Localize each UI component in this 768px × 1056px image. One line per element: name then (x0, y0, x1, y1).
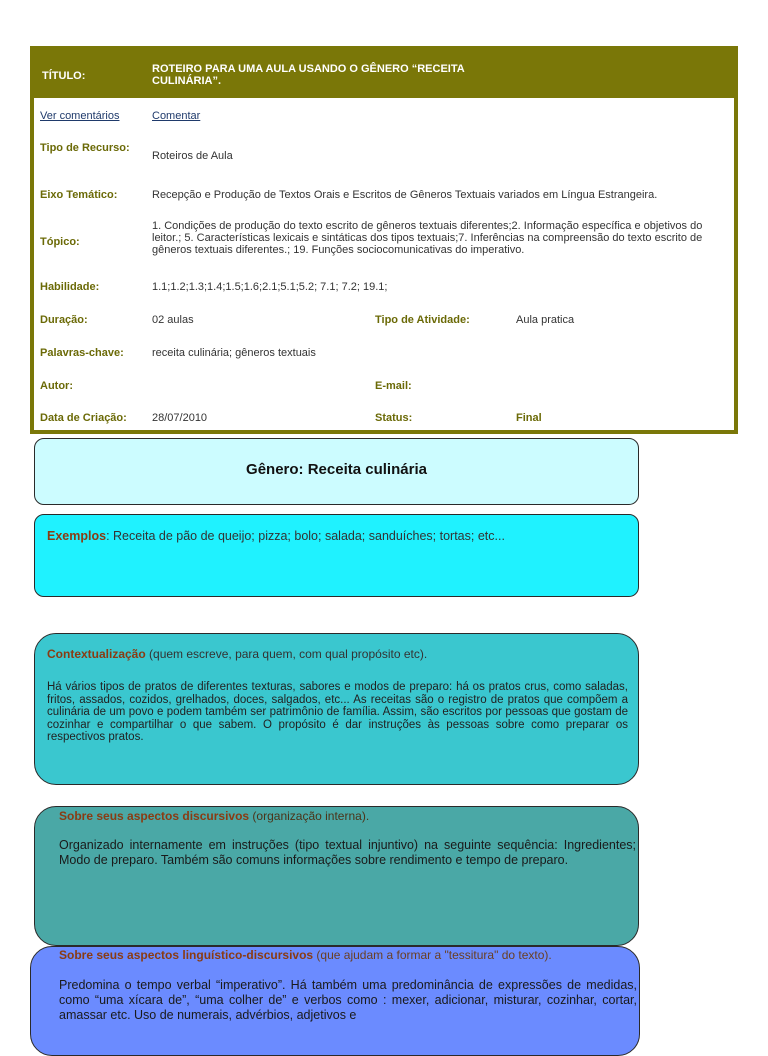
resource-sheet (30, 46, 738, 434)
theme-label: Eixo Temático: (40, 189, 118, 201)
created-label: Data de Criação: (40, 412, 127, 424)
author-label: Autor: (40, 380, 73, 392)
status-label: Status: (375, 412, 413, 424)
duration-value: 02 aulas (152, 314, 194, 326)
topic-label: Tópico: (40, 236, 80, 248)
linguistic-title (59, 948, 635, 963)
comment-link[interactable]: Comentar (152, 110, 201, 122)
topic-value: 1. Condições de produção do texto escrito de gêneros textuais diferentes;2. Informação específica e objetivos do leitor.; 5. Características lexicais e sintáticas dos tipos textuais;7. Inferências na compreensão do texto escrito de gêneros textuais diferentes.; 19. Funções sociocomunicativas do imperativo. (152, 220, 703, 256)
discursive-subtitle: (organização interna). (249, 809, 370, 823)
examples-paragraph (47, 529, 505, 543)
genre-heading: Gênero: Receita culinária (246, 461, 427, 478)
keywords-value: receita culinária; gêneros textuais (152, 347, 316, 359)
linguistic-box (30, 946, 640, 1056)
discursive-label: Sobre seus aspectos discursivos (59, 809, 250, 823)
activity-type-value: Aula pratica (516, 314, 575, 326)
skill-label: Habilidade: (40, 281, 100, 293)
context-label: Contextualização (47, 647, 146, 661)
keywords-label: Palavras-chave: (40, 347, 124, 359)
linguistic-subtitle: (que ajudam a formar a "tessitura" do texto). (313, 948, 552, 962)
created-value: 28/07/2010 (152, 412, 208, 424)
linguistic-body: Predomina o tempo verbal “imperativo”. Há também uma predominância de expressões de medidas, como “uma xícara de”, “uma colher de” e verbos como : mexer, adicionar, misturar, cozinhar, cortar, amassar etc. Uso de numerais, advérbios, adjetivos e (59, 978, 637, 1022)
context-box (34, 633, 639, 785)
title-label: TÍTULO: (42, 70, 86, 82)
discursive-title (59, 809, 369, 823)
context-subtitle: (quem escreve, para quem, com qual propósito etc). (145, 647, 428, 661)
skill-value: 1.1;1.2;1.3;1.4;1.5;1.6;2.1;5.1;5.2; 7.1; 7.2; 19.1; (152, 281, 388, 293)
view-comments-link[interactable]: Ver comentários (40, 110, 120, 122)
linguistic-label: Sobre seus aspectos linguístico-discursivos (59, 948, 314, 962)
email-label: E-mail: (375, 380, 412, 392)
activity-type-label: Tipo de Atividade: (375, 314, 470, 326)
examples-box (34, 514, 639, 597)
discursive-body: Organizado internamente em instruções (tipo textual injuntivo) na seguinte sequência: Ingredientes; Modo de preparo. Também são comuns informações sobre rendimento e tempo de preparo. (59, 838, 636, 867)
examples-text: : Receita de pão de queijo; pizza; bolo; salada; sanduíches; tortas; etc... (106, 529, 505, 543)
duration-label: Duração: (40, 314, 88, 326)
title-bar (34, 50, 734, 98)
context-title (47, 647, 427, 661)
genre-box (34, 438, 639, 505)
resource-type-value: Roteiros de Aula (152, 150, 233, 162)
context-body: Há vários tipos de pratos de diferentes texturas, sabores e modos de preparo: há os pratos crus, como saladas, fritos, assados, cozidos, grelhados, doces, salgados, etc... As receitas são o registro de pratos que compõem a culinária de um povo e podem também ser patrimônio de família. Assim, são escritos por pessoas que gostam de cozinhar e compartilhar o que sabem. O propósito é dar instruções às pessoas sobre como preparar os respectivos pratos. (47, 681, 628, 743)
examples-label: Exemplos (47, 529, 107, 543)
status-value: Final (516, 412, 542, 424)
resource-type-label: Tipo de Recurso: (40, 142, 130, 154)
discursive-box (34, 806, 639, 946)
theme-value: Recepção e Produção de Textos Orais e Escritos de Gêneros Textuais variados em Língua Estrangeira. (152, 189, 658, 201)
page-title: ROTEIRO PARA UMA AULA USANDO O GÊNERO “RECEITA CULINÁRIA”. (152, 63, 465, 87)
